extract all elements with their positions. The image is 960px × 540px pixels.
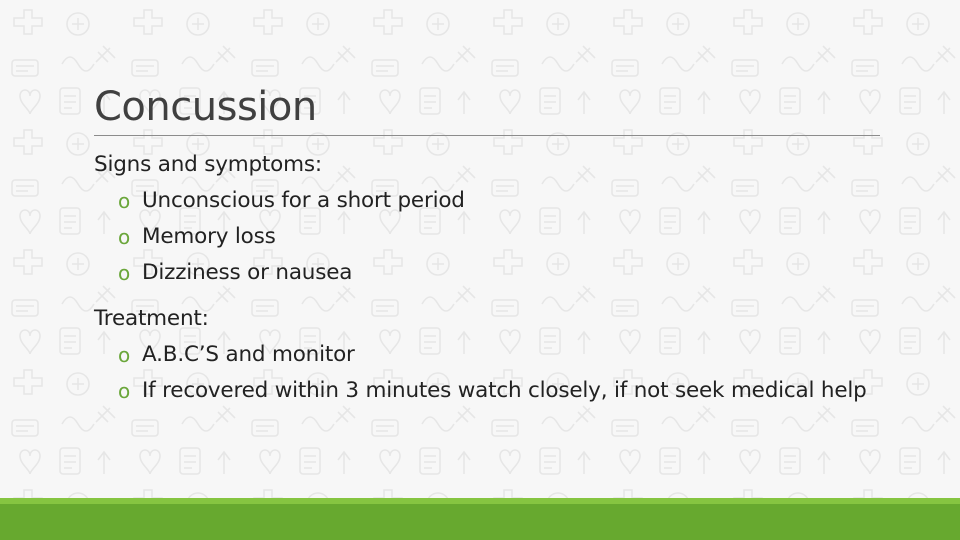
section-heading-treatment: Treatment:: [94, 306, 209, 331]
slide-title: Concussion: [94, 84, 317, 130]
bullet-marker-icon: o: [118, 343, 131, 367]
bullet-marker-icon: o: [118, 225, 131, 249]
list-item: [94, 219, 884, 255]
slide-body: [94, 147, 884, 406]
bullet-marker-icon: o: [118, 261, 131, 285]
signs-bullet-list: [94, 183, 884, 291]
bullet-marker-icon: o: [118, 379, 131, 403]
list-item: [94, 373, 884, 406]
list-item: [94, 337, 884, 373]
bullet-text: If recovered within 3 minutes watch closely, if not seek medical help: [142, 378, 867, 403]
footer-accent-highlight: [0, 498, 960, 504]
section-heading-signs: Signs and symptoms:: [94, 152, 322, 177]
bullet-text: Memory loss: [142, 224, 276, 249]
footer-accent-bar: [0, 498, 960, 540]
bullet-marker-icon: o: [118, 189, 131, 213]
title-divider: [94, 135, 880, 136]
list-item: [94, 183, 884, 219]
list-item: [94, 255, 884, 291]
treatment-bullet-list: [94, 337, 884, 406]
bullet-text: A.B.C’S and monitor: [142, 342, 355, 367]
bullet-text: Dizziness or nausea: [142, 260, 353, 285]
bullet-text: Unconscious for a short period: [142, 188, 465, 213]
